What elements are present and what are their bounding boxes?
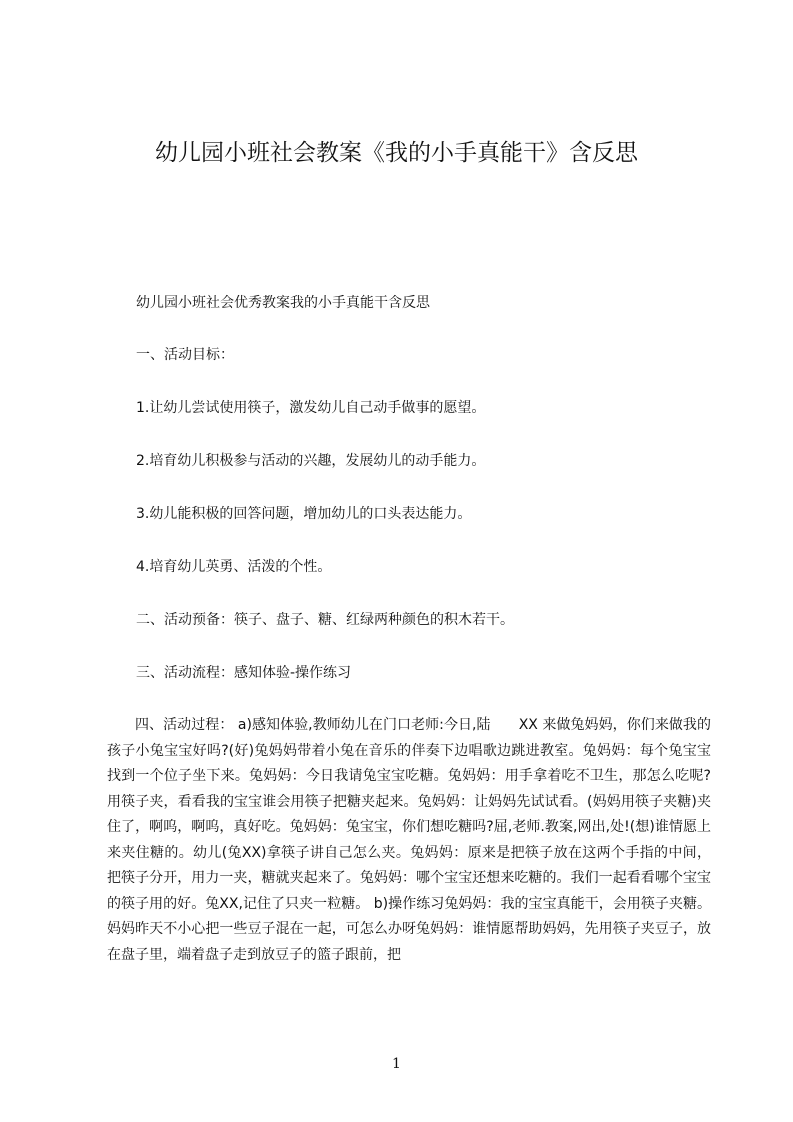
section-flow: 三、活动流程：感知体验-操作练习 bbox=[136, 665, 352, 681]
goal-item-4: 4.培育幼儿英勇、活泼的个性。 bbox=[136, 559, 332, 575]
goal-item-2: 2.培育幼儿积极参与活动的兴趣，发展幼儿的动手能力。 bbox=[136, 453, 486, 469]
section-heading-goals: 一、活动目标： bbox=[136, 347, 234, 363]
document-title: 幼儿园小班社会教案《我的小手真能干》含反思 bbox=[155, 140, 638, 166]
page-number: 1 bbox=[392, 1056, 401, 1072]
document-subtitle: 幼儿园小班社会优秀教案我的小手真能干含反思 bbox=[136, 295, 430, 311]
section-process-body: 四、活动过程： a)感知体验,教师幼儿在门口老师:今日,陆 XX 来做兔妈妈，你们来做我的孩子小兔宝宝好吗?(好)兔妈妈带着小兔在音乐的伴奏下边唱歌边跳进教室。兔妈妈：每个兔宝宝找到一个位子坐下来。兔妈妈：今日我请兔宝宝吃糖。兔妈妈：用手拿着吃不卫生，那怎么吃呢?用筷子夹，看看我的宝宝谁会用筷子把糖夹起来。兔妈妈：让妈妈先试试看。(妈妈用筷子夹糖)夹住了，啊呜，啊呜，真好吃。兔妈妈：兔宝宝，你们想吃糖吗?屈,老师.教案,网出,处!(想)谁情愿上来夹住糖的。幼儿(兔XX)拿筷子讲自己怎么夹。兔妈妈：原来是把筷子放在这两个手指的中间，把筷子分开，用力一夹，糖就夹起来了。兔妈妈：哪个宝宝还想来吃糖的。我们一起看看哪个宝宝的筷子用的好。兔XX,记住了只夹一粒糖。 b)操作练习兔妈妈：我的宝宝真能干，会用筷子夹糖。妈妈昨天不小心把一些豆子混在一起，可怎么办呀兔妈妈：谁情愿帮助妈妈，先用筷子夹豆子，放在盘子里，端着盘子走到放豆子的篮子跟前，把 bbox=[107, 717, 711, 963]
section-preparation: 二、活动预备：筷子、盘子、糖、红绿两种颜色的积木若干。 bbox=[136, 612, 514, 628]
goal-item-1: 1.让幼儿尝试使用筷子，激发幼儿自己动手做事的愿望。 bbox=[136, 400, 486, 416]
goal-item-3: 3.幼儿能积极的回答问题，增加幼儿的口头表达能力。 bbox=[136, 506, 472, 522]
